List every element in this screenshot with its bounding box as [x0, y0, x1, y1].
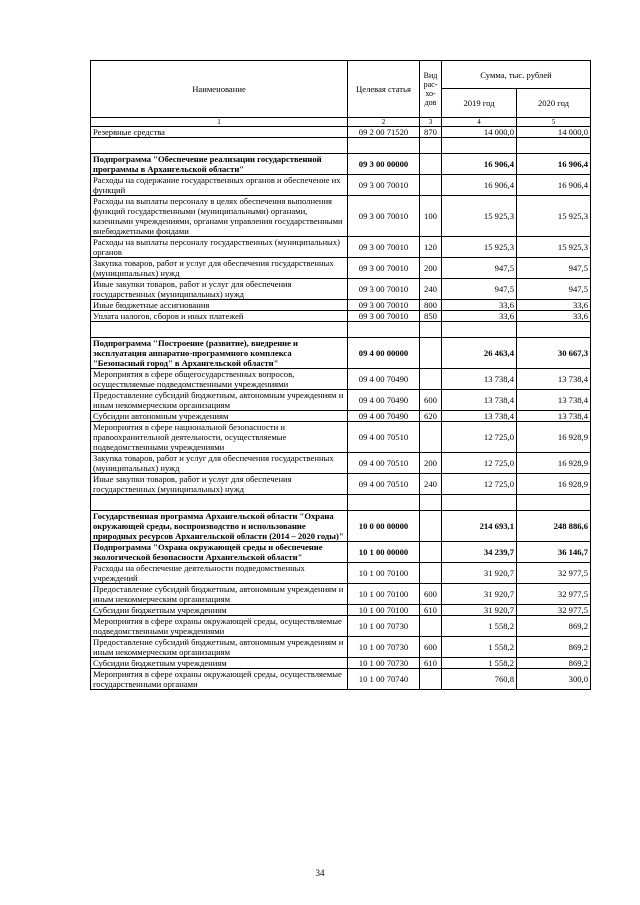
empty-cell	[517, 495, 591, 511]
row-amount-2019: 15 925,3	[442, 196, 517, 237]
table-row	[91, 300, 591, 311]
row-target-article: 09 3 00 70010	[348, 237, 420, 258]
row-amount-2019: 31 920,7	[442, 563, 517, 584]
budget-table-container	[90, 60, 590, 690]
row-amount-2019: 14 000,0	[442, 127, 517, 138]
program-row	[91, 542, 591, 563]
table-body	[91, 127, 591, 690]
table-header	[91, 61, 591, 127]
row-amount-2019: 760,8	[442, 669, 517, 690]
row-target-article: 09 3 00 70010	[348, 196, 420, 237]
column-index-row	[91, 118, 591, 127]
header-year-2019: 2019 год	[442, 89, 517, 118]
empty-cell	[517, 322, 591, 338]
row-amount-2020: 16 928,9	[517, 422, 591, 453]
spacer-row	[91, 322, 591, 338]
header-year-2020: 2020 год	[517, 89, 591, 118]
row-name: Субсидии бюджетным учреждениям	[91, 658, 348, 669]
row-amount-2019: 31 920,7	[442, 584, 517, 605]
table-row	[91, 311, 591, 322]
row-amount-2020: 13 738,4	[517, 369, 591, 390]
row-target-article: 10 1 00 70730	[348, 658, 420, 669]
empty-cell	[348, 495, 420, 511]
row-amount-2020: 16 928,9	[517, 453, 591, 474]
program-row	[91, 338, 591, 369]
row-expense-type: 870	[420, 127, 442, 138]
empty-cell	[91, 138, 348, 154]
table-row	[91, 474, 591, 495]
empty-cell	[420, 495, 442, 511]
row-target-article: 09 3 00 00000	[348, 154, 420, 175]
program-row	[91, 511, 591, 542]
row-amount-2019: 31 920,7	[442, 605, 517, 616]
table-row	[91, 584, 591, 605]
row-amount-2020: 32 977,5	[517, 584, 591, 605]
table-row	[91, 175, 591, 196]
row-expense-type: 120	[420, 237, 442, 258]
row-amount-2020: 32 977,5	[517, 563, 591, 584]
table-row	[91, 196, 591, 237]
table-row	[91, 669, 591, 690]
row-name: Подпрограмма "Обеспечение реализации государственной программы в Архангельской области"	[91, 154, 348, 175]
row-target-article: 09 3 00 70010	[348, 279, 420, 300]
row-amount-2019: 34 239,7	[442, 542, 517, 563]
row-amount-2019: 947,5	[442, 279, 517, 300]
empty-cell	[442, 322, 517, 338]
row-amount-2020: 16 906,4	[517, 175, 591, 196]
empty-cell	[348, 322, 420, 338]
row-target-article: 09 4 00 70490	[348, 369, 420, 390]
row-amount-2020: 13 738,4	[517, 411, 591, 422]
empty-cell	[420, 138, 442, 154]
row-amount-2020: 13 738,4	[517, 390, 591, 411]
row-name: Мероприятия в сфере национальной безопасности и правоохранительной деятельности, осуществляемые подведомственными учреждениями	[91, 422, 348, 453]
empty-cell	[91, 495, 348, 511]
row-target-article: 09 4 00 70490	[348, 390, 420, 411]
row-amount-2019: 33,6	[442, 311, 517, 322]
row-amount-2020: 16 906,4	[517, 154, 591, 175]
column-index: 1	[91, 118, 348, 127]
row-target-article: 09 4 00 70510	[348, 422, 420, 453]
column-index: 4	[442, 118, 517, 127]
spacer-row	[91, 138, 591, 154]
spacer-row	[91, 495, 591, 511]
table-row	[91, 453, 591, 474]
row-name: Подпрограмма "Построение (развитие), внедрение и эксплуатация аппаратно-программного комплекса "Безопасный город" в Архангельской области"	[91, 338, 348, 369]
row-name: Расходы на обеспечение деятельности подведомственных учреждений	[91, 563, 348, 584]
row-name: Закупка товаров, работ и услуг для обеспечения государственных (муниципальных) нужд	[91, 453, 348, 474]
row-amount-2019: 13 738,4	[442, 369, 517, 390]
row-expense-type: 600	[420, 637, 442, 658]
row-target-article: 09 4 00 00000	[348, 338, 420, 369]
row-expense-type	[420, 563, 442, 584]
row-amount-2019: 16 906,4	[442, 175, 517, 196]
row-expense-type	[420, 422, 442, 453]
header-target-article: Целевая статья	[348, 61, 420, 118]
row-expense-type: 600	[420, 390, 442, 411]
row-target-article: 09 2 00 71520	[348, 127, 420, 138]
row-target-article: 10 1 00 70730	[348, 637, 420, 658]
row-expense-type: 600	[420, 584, 442, 605]
row-name: Иные бюджетные ассигнования	[91, 300, 348, 311]
table-row	[91, 411, 591, 422]
empty-cell	[517, 138, 591, 154]
column-index: 5	[517, 118, 591, 127]
row-name: Иные закупки товаров, работ и услуг для обеспечения государственных (муниципальных) нужд	[91, 279, 348, 300]
row-expense-type: 610	[420, 658, 442, 669]
row-expense-type	[420, 338, 442, 369]
header-name: Наименование	[91, 61, 348, 118]
column-index: 3	[420, 118, 442, 127]
row-expense-type: 240	[420, 474, 442, 495]
row-amount-2020: 869,2	[517, 658, 591, 669]
row-target-article: 09 3 00 70010	[348, 311, 420, 322]
program-row	[91, 154, 591, 175]
table-row	[91, 127, 591, 138]
column-index: 2	[348, 118, 420, 127]
table-row	[91, 279, 591, 300]
row-amount-2020: 33,6	[517, 300, 591, 311]
row-name: Расходы на выплаты персоналу в целях обеспечения выполнения функций государственными (муниципальными) органами, казенными учреждениями, органами управления государственными внебюджетными фондами	[91, 196, 348, 237]
row-expense-type: 240	[420, 279, 442, 300]
row-amount-2020: 32 977,5	[517, 605, 591, 616]
page-number: 34	[315, 868, 325, 878]
row-target-article: 10 1 00 00000	[348, 542, 420, 563]
row-amount-2020: 947,5	[517, 258, 591, 279]
row-name: Мероприятия в сфере общегосударственных вопросов, осуществляемые подведомственными учреждениями	[91, 369, 348, 390]
row-target-article: 10 1 00 70100	[348, 563, 420, 584]
row-amount-2019: 1 558,2	[442, 637, 517, 658]
row-expense-type: 200	[420, 258, 442, 279]
row-target-article: 09 4 00 70510	[348, 453, 420, 474]
row-target-article: 09 3 00 70010	[348, 175, 420, 196]
row-expense-type: 800	[420, 300, 442, 311]
table-row	[91, 637, 591, 658]
row-amount-2019: 13 738,4	[442, 411, 517, 422]
row-amount-2020: 869,2	[517, 637, 591, 658]
row-amount-2019: 26 463,4	[442, 338, 517, 369]
row-amount-2020: 300,0	[517, 669, 591, 690]
empty-cell	[348, 138, 420, 154]
table-row	[91, 258, 591, 279]
row-amount-2020: 36 146,7	[517, 542, 591, 563]
header-expense-type: Вид рас-хо-дов	[420, 61, 442, 118]
row-name: Закупка товаров, работ и услуг для обеспечения государственных (муниципальных) нужд	[91, 258, 348, 279]
row-name: Уплата налогов, сборов и иных платежей	[91, 311, 348, 322]
row-amount-2020: 15 925,3	[517, 196, 591, 237]
row-amount-2020: 30 667,3	[517, 338, 591, 369]
row-amount-2020: 947,5	[517, 279, 591, 300]
row-amount-2019: 214 693,1	[442, 511, 517, 542]
row-amount-2020: 869,2	[517, 616, 591, 637]
empty-cell	[91, 322, 348, 338]
row-target-article: 10 1 00 70730	[348, 616, 420, 637]
row-target-article: 10 1 00 70740	[348, 669, 420, 690]
row-name: Резервные средства	[91, 127, 348, 138]
row-target-article: 09 3 00 70010	[348, 258, 420, 279]
row-name: Субсидии бюджетным учреждениям	[91, 605, 348, 616]
row-expense-type	[420, 669, 442, 690]
row-expense-type: 100	[420, 196, 442, 237]
row-name: Государственная программа Архангельской области "Охрана окружающей среды, воспроизводство и использование природных ресурсов Архангельской области (2014 – 2020 годы)"	[91, 511, 348, 542]
row-expense-type: 200	[420, 453, 442, 474]
row-target-article: 09 4 00 70490	[348, 411, 420, 422]
row-expense-type	[420, 542, 442, 563]
row-target-article: 10 0 00 00000	[348, 511, 420, 542]
table-row	[91, 237, 591, 258]
row-amount-2019: 12 725,0	[442, 422, 517, 453]
row-name: Предоставление субсидий бюджетным, автономным учреждениям и иным некоммерческим организациям	[91, 637, 348, 658]
row-amount-2020: 14 000,0	[517, 127, 591, 138]
empty-cell	[442, 495, 517, 511]
row-amount-2019: 15 925,3	[442, 237, 517, 258]
empty-cell	[442, 138, 517, 154]
row-expense-type: 620	[420, 411, 442, 422]
table-row	[91, 369, 591, 390]
row-amount-2020: 248 886,6	[517, 511, 591, 542]
row-amount-2019: 13 738,4	[442, 390, 517, 411]
row-name: Расходы на выплаты персоналу государственных (муниципальных) органов	[91, 237, 348, 258]
row-amount-2019: 12 725,0	[442, 453, 517, 474]
row-amount-2020: 16 928,9	[517, 474, 591, 495]
row-expense-type: 850	[420, 311, 442, 322]
row-name: Мероприятия в сфере охраны окружающей среды, осуществляемые подведомственными учреждениями	[91, 616, 348, 637]
table-row	[91, 605, 591, 616]
row-amount-2019: 12 725,0	[442, 474, 517, 495]
row-amount-2019: 947,5	[442, 258, 517, 279]
budget-table	[90, 60, 591, 690]
row-amount-2020: 15 925,3	[517, 237, 591, 258]
row-amount-2019: 1 558,2	[442, 616, 517, 637]
table-row	[91, 390, 591, 411]
row-amount-2020: 33,6	[517, 311, 591, 322]
row-target-article: 10 1 00 70100	[348, 605, 420, 616]
row-name: Иные закупки товаров, работ и услуг для обеспечения государственных (муниципальных) нужд	[91, 474, 348, 495]
row-expense-type	[420, 511, 442, 542]
row-expense-type: 610	[420, 605, 442, 616]
row-expense-type	[420, 616, 442, 637]
row-name: Подпрограмма "Охрана окружающей среды и обеспечение экологической безопасности Архангельской области"	[91, 542, 348, 563]
row-expense-type	[420, 154, 442, 175]
table-row	[91, 616, 591, 637]
row-name: Предоставление субсидий бюджетным, автономным учреждениям и иным некоммерческим организациям	[91, 584, 348, 605]
row-amount-2019: 33,6	[442, 300, 517, 311]
row-amount-2019: 1 558,2	[442, 658, 517, 669]
row-amount-2019: 16 906,4	[442, 154, 517, 175]
row-name: Расходы на содержание государственных органов и обеспечение их функций	[91, 175, 348, 196]
row-target-article: 09 4 00 70510	[348, 474, 420, 495]
row-expense-type	[420, 369, 442, 390]
row-expense-type	[420, 175, 442, 196]
table-row	[91, 563, 591, 584]
row-name: Предоставление субсидий бюджетным, автономным учреждениям и иным некоммерческим организациям	[91, 390, 348, 411]
row-name: Мероприятия в сфере охраны окружающей среды, осуществляемые государственными органами	[91, 669, 348, 690]
table-row	[91, 422, 591, 453]
row-name: Субсидии автономным учреждениям	[91, 411, 348, 422]
row-target-article: 10 1 00 70100	[348, 584, 420, 605]
empty-cell	[420, 322, 442, 338]
header-sum: Сумма, тыс. рублей	[442, 61, 591, 89]
table-row	[91, 658, 591, 669]
row-target-article: 09 3 00 70010	[348, 300, 420, 311]
